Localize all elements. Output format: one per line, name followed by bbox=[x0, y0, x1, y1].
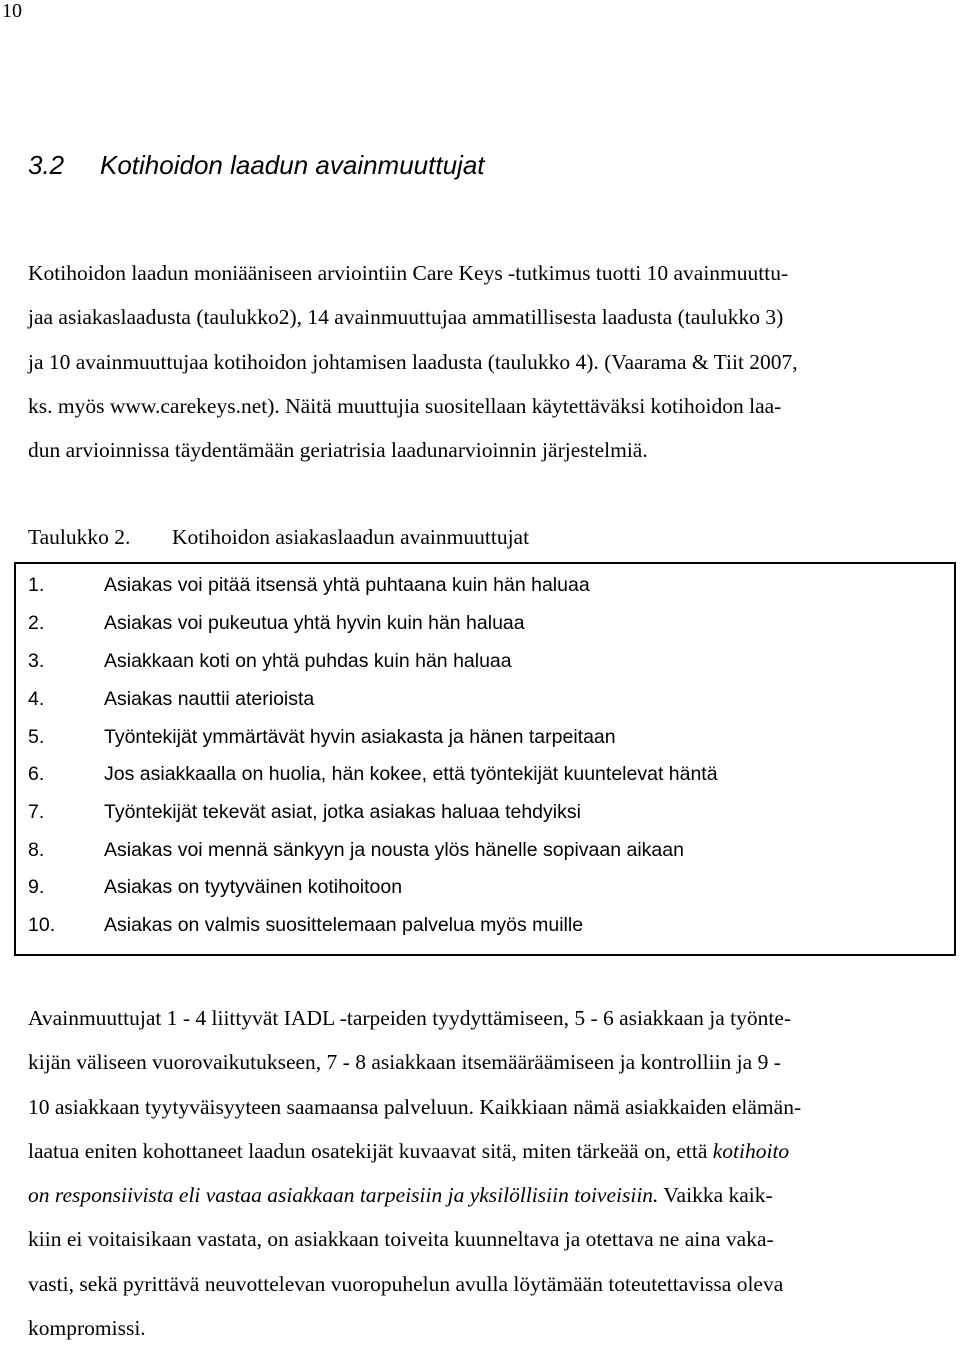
conclusion-text: laatua eniten kohottaneet laadun osatekijät kuvaavat sitä, miten tärkeää on, että bbox=[28, 1138, 713, 1163]
section-heading bbox=[28, 150, 485, 181]
row-text: Asiakas voi pukeutua yhtä hyvin kuin hän haluaa bbox=[104, 612, 525, 634]
conclusion-paragraph bbox=[28, 996, 940, 1350]
table-row bbox=[28, 612, 525, 635]
row-text: Asiakas nauttii aterioista bbox=[104, 688, 315, 710]
row-number: 1. bbox=[28, 574, 45, 596]
row-number: 9. bbox=[28, 876, 45, 898]
row-number: 10. bbox=[28, 914, 56, 936]
conclusion-line bbox=[28, 1129, 940, 1173]
conclusion-line bbox=[28, 1173, 940, 1217]
row-text: Asiakas voi mennä sänkyyn ja nousta ylös hänelle sopivaan aikaan bbox=[104, 839, 684, 861]
intro-paragraph bbox=[28, 251, 938, 472]
row-text: Jos asiakkaalla on huolia, hän kokee, että työntekijät kuuntelevat häntä bbox=[104, 763, 718, 785]
conclusion-line: kijän väliseen vuorovaikutukseen, 7 - 8 asiakkaan itsemääräämiseen ja kontrolliin ja 9 - bbox=[28, 1050, 781, 1075]
row-number: 8. bbox=[28, 839, 45, 861]
row-number: 2. bbox=[28, 612, 45, 634]
intro-line: ks. myös www.carekeys.net). Näitä muuttujia suositellaan käytettäväksi kotihoidon laa- bbox=[28, 393, 782, 418]
intro-line: Kotihoidon laadun moniääniseen arviointiin Care Keys -tutkimus tuotti 10 avainmuuttu- bbox=[28, 261, 789, 285]
conclusion-line: 10 asiakkaan tyytyväisyyteen saamaansa palveluun. Kaikkiaan nämä asiakkaiden elämän- bbox=[28, 1094, 802, 1119]
key-variables-table bbox=[14, 562, 956, 956]
table-row bbox=[28, 650, 512, 673]
row-number: 4. bbox=[28, 688, 45, 710]
row-text: Asiakas voi pitää itsensä yhtä puhtaana kuin hän haluaa bbox=[104, 574, 590, 596]
conclusion-text: Vaikka kaik- bbox=[658, 1183, 773, 1208]
section-title: Kotihoidon laadun avainmuuttujat bbox=[100, 150, 485, 180]
conclusion-line: Avainmuuttujat 1 - 4 liittyvät IADL -tarpeiden tyydyttämiseen, 5 - 6 asiakkaan ja työnte- bbox=[28, 1006, 792, 1030]
table-row bbox=[28, 763, 718, 786]
intro-line: ja 10 avainmuuttujaa kotihoidon johtamisen laadusta (taulukko 4). (Vaarama & Tiit 2007, bbox=[28, 349, 798, 374]
intro-line: jaa asiakaslaadusta (taulukko2), 14 avainmuuttujaa ammatillisesta laadusta (taulukko 3) bbox=[28, 305, 784, 330]
row-text: Työntekijät ymmärtävät hyvin asiakasta ja hänen tarpeitaan bbox=[104, 726, 616, 748]
row-number: 3. bbox=[28, 650, 45, 672]
table-row bbox=[28, 688, 314, 711]
conclusion-emphasis: on responsiivista eli vastaa asiakkaan tarpeisiin ja yksilöllisiin toiveisiin. bbox=[28, 1183, 659, 1208]
table-label: Taulukko 2. bbox=[28, 525, 131, 549]
conclusion-line: kompromissi. bbox=[28, 1316, 146, 1341]
section-number: 3.2 bbox=[28, 150, 65, 180]
table-row bbox=[28, 801, 581, 824]
table-row bbox=[28, 876, 402, 899]
row-number: 6. bbox=[28, 763, 45, 785]
table-title: Kotihoidon asiakaslaadun avainmuuttujat bbox=[172, 525, 530, 549]
table-row bbox=[28, 839, 684, 862]
row-text: Asiakas on tyytyväinen kotihoitoon bbox=[104, 876, 403, 898]
conclusion-line: vasti, sekä pyrittävä neuvottelevan vuoropuhelun avulla löytämään toteutettavissa oleva bbox=[28, 1271, 784, 1296]
row-number: 5. bbox=[28, 726, 45, 748]
row-text: Asiakas on valmis suosittelemaan palvelua myös muille bbox=[104, 914, 584, 936]
row-text: Työntekijät tekevät asiat, jotka asiakas haluaa tehdyiksi bbox=[104, 801, 581, 823]
row-number: 7. bbox=[28, 801, 45, 823]
intro-line: dun arvioinnissa täydentämään geriatrisia laadunarvioinnin järjestelmiä. bbox=[28, 438, 648, 463]
row-text: Asiakkaan koti on yhtä puhdas kuin hän haluaa bbox=[104, 650, 512, 672]
page-number: 10 bbox=[2, 0, 22, 22]
table-row bbox=[28, 726, 616, 749]
table-caption bbox=[28, 525, 529, 550]
table-row bbox=[28, 574, 590, 597]
table-row bbox=[28, 914, 583, 937]
conclusion-emphasis: kotihoito bbox=[712, 1138, 790, 1163]
conclusion-line: kiin ei voitaisikaan vastata, on asiakkaan toiveita kuunneltava ja otettava ne aina vaka- bbox=[28, 1227, 774, 1252]
